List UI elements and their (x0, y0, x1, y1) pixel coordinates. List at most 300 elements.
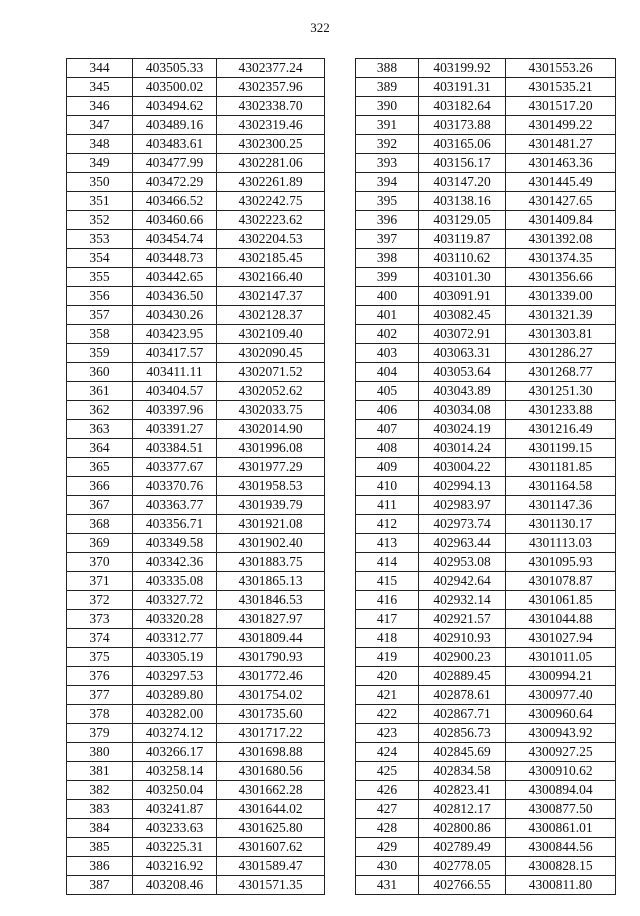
y-coordinate-cell: 4301303.81 (506, 325, 616, 344)
table-row (67, 819, 325, 838)
x-coordinate-cell: 403043.89 (419, 382, 506, 401)
x-coordinate-cell: 403305.19 (133, 648, 217, 667)
table-row (356, 325, 616, 344)
x-coordinate-cell: 403335.08 (133, 572, 217, 591)
x-coordinate-cell: 403225.31 (133, 838, 217, 857)
coordinates-table-right (355, 58, 616, 895)
y-coordinate-cell: 4301374.35 (506, 249, 616, 268)
y-coordinate-cell: 4300960.64 (506, 705, 616, 724)
x-coordinate-cell: 403241.87 (133, 800, 217, 819)
x-coordinate-cell: 402994.13 (419, 477, 506, 496)
x-coordinate-cell: 403274.12 (133, 724, 217, 743)
y-coordinate-cell: 4300943.92 (506, 724, 616, 743)
point-number-cell: 404 (356, 363, 419, 382)
table-row (356, 857, 616, 876)
point-number-cell: 375 (67, 648, 133, 667)
table-row (356, 819, 616, 838)
table-row (67, 743, 325, 762)
x-coordinate-cell: 402766.55 (419, 876, 506, 895)
x-coordinate-cell: 403266.17 (133, 743, 217, 762)
y-coordinate-cell: 4301499.22 (506, 116, 616, 135)
x-coordinate-cell: 403397.96 (133, 401, 217, 420)
x-coordinate-cell: 403258.14 (133, 762, 217, 781)
table-row (356, 116, 616, 135)
y-coordinate-cell: 4300844.56 (506, 838, 616, 857)
x-coordinate-cell: 403233.63 (133, 819, 217, 838)
table-row (67, 287, 325, 306)
table-row (67, 591, 325, 610)
point-number-cell: 398 (356, 249, 419, 268)
y-coordinate-cell: 4302090.45 (217, 344, 325, 363)
point-number-cell: 420 (356, 667, 419, 686)
y-coordinate-cell: 4301095.93 (506, 553, 616, 572)
point-number-cell: 426 (356, 781, 419, 800)
y-coordinate-cell: 4301061.85 (506, 591, 616, 610)
y-coordinate-cell: 4301553.26 (506, 59, 616, 78)
point-number-cell: 421 (356, 686, 419, 705)
x-coordinate-cell: 403349.58 (133, 534, 217, 553)
table-row (356, 192, 616, 211)
table-row (67, 116, 325, 135)
point-number-cell: 405 (356, 382, 419, 401)
point-number-cell: 367 (67, 496, 133, 515)
table-row (67, 686, 325, 705)
y-coordinate-cell: 4301113.03 (506, 534, 616, 553)
point-number-cell: 362 (67, 401, 133, 420)
x-coordinate-cell: 403289.80 (133, 686, 217, 705)
point-number-cell: 373 (67, 610, 133, 629)
y-coordinate-cell: 4301680.56 (217, 762, 325, 781)
x-coordinate-cell: 403411.11 (133, 363, 217, 382)
x-coordinate-cell: 403138.16 (419, 192, 506, 211)
x-coordinate-cell: 402834.58 (419, 762, 506, 781)
x-coordinate-cell: 402889.45 (419, 667, 506, 686)
table-row (356, 553, 616, 572)
x-coordinate-cell: 403342.36 (133, 553, 217, 572)
x-coordinate-cell: 403500.02 (133, 78, 217, 97)
x-coordinate-cell: 403505.33 (133, 59, 217, 78)
y-coordinate-cell: 4301147.36 (506, 496, 616, 515)
y-coordinate-cell: 4301481.27 (506, 135, 616, 154)
x-coordinate-cell: 403250.04 (133, 781, 217, 800)
y-coordinate-cell: 4301392.08 (506, 230, 616, 249)
point-number-cell: 356 (67, 287, 133, 306)
point-number-cell: 429 (356, 838, 419, 857)
table-row (356, 211, 616, 230)
table-row (356, 135, 616, 154)
point-number-cell: 379 (67, 724, 133, 743)
table-row (356, 382, 616, 401)
point-number-cell: 372 (67, 591, 133, 610)
y-coordinate-cell: 4301233.88 (506, 401, 616, 420)
point-number-cell: 396 (356, 211, 419, 230)
y-coordinate-cell: 4302033.75 (217, 401, 325, 420)
table-row (67, 306, 325, 325)
table-row (67, 78, 325, 97)
point-number-cell: 413 (356, 534, 419, 553)
y-coordinate-cell: 4302052.62 (217, 382, 325, 401)
table-row (356, 249, 616, 268)
point-number-cell: 355 (67, 268, 133, 287)
point-number-cell: 415 (356, 572, 419, 591)
point-number-cell: 360 (67, 363, 133, 382)
y-coordinate-cell: 4301463.36 (506, 154, 616, 173)
point-number-cell: 380 (67, 743, 133, 762)
point-number-cell: 390 (356, 97, 419, 116)
y-coordinate-cell: 4300927.25 (506, 743, 616, 762)
table-row (356, 572, 616, 591)
point-number-cell: 371 (67, 572, 133, 591)
table-row (67, 439, 325, 458)
table-row (356, 724, 616, 743)
point-number-cell: 358 (67, 325, 133, 344)
x-coordinate-cell: 402942.64 (419, 572, 506, 591)
table-row (356, 838, 616, 857)
y-coordinate-cell: 4302014.90 (217, 420, 325, 439)
y-coordinate-cell: 4301607.62 (217, 838, 325, 857)
table-row (356, 439, 616, 458)
x-coordinate-cell: 402900.23 (419, 648, 506, 667)
point-number-cell: 430 (356, 857, 419, 876)
x-coordinate-cell: 402778.05 (419, 857, 506, 876)
table-row (356, 610, 616, 629)
point-number-cell: 393 (356, 154, 419, 173)
point-number-cell: 408 (356, 439, 419, 458)
point-number-cell: 366 (67, 477, 133, 496)
point-number-cell: 395 (356, 192, 419, 211)
y-coordinate-cell: 4301846.53 (217, 591, 325, 610)
point-number-cell: 397 (356, 230, 419, 249)
y-coordinate-cell: 4301939.79 (217, 496, 325, 515)
table-row (356, 59, 616, 78)
x-coordinate-cell: 403082.45 (419, 306, 506, 325)
point-number-cell: 359 (67, 344, 133, 363)
y-coordinate-cell: 4301339.00 (506, 287, 616, 306)
y-coordinate-cell: 4302147.37 (217, 287, 325, 306)
x-coordinate-cell: 403327.72 (133, 591, 217, 610)
y-coordinate-cell: 4301181.85 (506, 458, 616, 477)
point-number-cell: 419 (356, 648, 419, 667)
x-coordinate-cell: 402932.14 (419, 591, 506, 610)
y-coordinate-cell: 4302261.89 (217, 173, 325, 192)
point-number-cell: 401 (356, 306, 419, 325)
x-coordinate-cell: 403014.24 (419, 439, 506, 458)
table-row (356, 667, 616, 686)
table-row (67, 496, 325, 515)
y-coordinate-cell: 4302357.96 (217, 78, 325, 97)
table-row (67, 97, 325, 116)
x-coordinate-cell: 403282.00 (133, 705, 217, 724)
table-row (356, 78, 616, 97)
table-row (67, 781, 325, 800)
table-row (356, 458, 616, 477)
table-body (356, 59, 616, 895)
table-row (356, 705, 616, 724)
x-coordinate-cell: 403091.91 (419, 287, 506, 306)
x-coordinate-cell: 403363.77 (133, 496, 217, 515)
table-row (356, 876, 616, 895)
point-number-cell: 425 (356, 762, 419, 781)
x-coordinate-cell: 403034.08 (419, 401, 506, 420)
point-number-cell: 407 (356, 420, 419, 439)
point-number-cell: 391 (356, 116, 419, 135)
y-coordinate-cell: 4301535.21 (506, 78, 616, 97)
x-coordinate-cell: 403423.95 (133, 325, 217, 344)
table-row (67, 705, 325, 724)
x-coordinate-cell: 403191.31 (419, 78, 506, 97)
table-row (356, 306, 616, 325)
y-coordinate-cell: 4301409.84 (506, 211, 616, 230)
y-coordinate-cell: 4302223.62 (217, 211, 325, 230)
point-number-cell: 369 (67, 534, 133, 553)
point-number-cell: 364 (67, 439, 133, 458)
x-coordinate-cell: 403370.76 (133, 477, 217, 496)
table-row (67, 800, 325, 819)
point-number-cell: 388 (356, 59, 419, 78)
y-coordinate-cell: 4301286.27 (506, 344, 616, 363)
point-number-cell: 409 (356, 458, 419, 477)
point-number-cell: 376 (67, 667, 133, 686)
y-coordinate-cell: 4302128.37 (217, 306, 325, 325)
x-coordinate-cell: 403466.52 (133, 192, 217, 211)
y-coordinate-cell: 4301772.46 (217, 667, 325, 686)
point-number-cell: 406 (356, 401, 419, 420)
y-coordinate-cell: 4301589.47 (217, 857, 325, 876)
table-row (67, 838, 325, 857)
table-row (356, 515, 616, 534)
y-coordinate-cell: 4301130.17 (506, 515, 616, 534)
y-coordinate-cell: 4301902.40 (217, 534, 325, 553)
point-number-cell: 431 (356, 876, 419, 895)
point-number-cell: 354 (67, 249, 133, 268)
point-number-cell: 353 (67, 230, 133, 249)
table-row (67, 610, 325, 629)
y-coordinate-cell: 4301717.22 (217, 724, 325, 743)
x-coordinate-cell: 403156.17 (419, 154, 506, 173)
y-coordinate-cell: 4301321.39 (506, 306, 616, 325)
x-coordinate-cell: 403101.30 (419, 268, 506, 287)
table-row (67, 173, 325, 192)
point-number-cell: 345 (67, 78, 133, 97)
table-body (67, 59, 325, 895)
x-coordinate-cell: 403489.16 (133, 116, 217, 135)
table-row (67, 857, 325, 876)
x-coordinate-cell: 402867.71 (419, 705, 506, 724)
table-row (356, 173, 616, 192)
table-row (67, 762, 325, 781)
x-coordinate-cell: 403216.92 (133, 857, 217, 876)
point-number-cell: 399 (356, 268, 419, 287)
point-number-cell: 346 (67, 97, 133, 116)
y-coordinate-cell: 4302377.24 (217, 59, 325, 78)
y-coordinate-cell: 4300877.50 (506, 800, 616, 819)
y-coordinate-cell: 4301644.02 (217, 800, 325, 819)
table-row (67, 629, 325, 648)
point-number-cell: 428 (356, 819, 419, 838)
point-number-cell: 352 (67, 211, 133, 230)
point-number-cell: 363 (67, 420, 133, 439)
point-number-cell: 357 (67, 306, 133, 325)
y-coordinate-cell: 4301698.88 (217, 743, 325, 762)
point-number-cell: 377 (67, 686, 133, 705)
point-number-cell: 344 (67, 59, 133, 78)
table-row (67, 458, 325, 477)
x-coordinate-cell: 402963.44 (419, 534, 506, 553)
table-row (356, 477, 616, 496)
x-coordinate-cell: 402878.61 (419, 686, 506, 705)
table-row (67, 667, 325, 686)
y-coordinate-cell: 4302281.06 (217, 154, 325, 173)
table-row (356, 629, 616, 648)
y-coordinate-cell: 4302242.75 (217, 192, 325, 211)
y-coordinate-cell: 4301571.35 (217, 876, 325, 895)
y-coordinate-cell: 4300861.01 (506, 819, 616, 838)
x-coordinate-cell: 403024.19 (419, 420, 506, 439)
y-coordinate-cell: 4302338.70 (217, 97, 325, 116)
table-row (356, 762, 616, 781)
y-coordinate-cell: 4301251.30 (506, 382, 616, 401)
x-coordinate-cell: 402812.17 (419, 800, 506, 819)
table-row (67, 59, 325, 78)
table-row (356, 800, 616, 819)
point-number-cell: 411 (356, 496, 419, 515)
point-number-cell: 418 (356, 629, 419, 648)
y-coordinate-cell: 4302071.52 (217, 363, 325, 382)
x-coordinate-cell: 402800.86 (419, 819, 506, 838)
point-number-cell: 403 (356, 344, 419, 363)
x-coordinate-cell: 403063.31 (419, 344, 506, 363)
table-row (356, 743, 616, 762)
point-number-cell: 370 (67, 553, 133, 572)
point-number-cell: 416 (356, 591, 419, 610)
y-coordinate-cell: 4302109.40 (217, 325, 325, 344)
y-coordinate-cell: 4301268.77 (506, 363, 616, 382)
x-coordinate-cell: 403417.57 (133, 344, 217, 363)
point-number-cell: 347 (67, 116, 133, 135)
point-number-cell: 351 (67, 192, 133, 211)
table-row (356, 363, 616, 382)
point-number-cell: 381 (67, 762, 133, 781)
x-coordinate-cell: 403004.22 (419, 458, 506, 477)
table-row (356, 496, 616, 515)
table-row (356, 534, 616, 553)
point-number-cell: 382 (67, 781, 133, 800)
y-coordinate-cell: 4301199.15 (506, 439, 616, 458)
y-coordinate-cell: 4301625.80 (217, 819, 325, 838)
table-row (67, 401, 325, 420)
y-coordinate-cell: 4300994.21 (506, 667, 616, 686)
page-number: 322 (310, 20, 330, 35)
table-row (67, 477, 325, 496)
table-row (67, 268, 325, 287)
point-number-cell: 387 (67, 876, 133, 895)
point-number-cell: 383 (67, 800, 133, 819)
point-number-cell: 349 (67, 154, 133, 173)
y-coordinate-cell: 4301517.20 (506, 97, 616, 116)
table-row (67, 382, 325, 401)
table-row (67, 135, 325, 154)
point-number-cell: 365 (67, 458, 133, 477)
table-row (356, 591, 616, 610)
point-number-cell: 389 (356, 78, 419, 97)
point-number-cell: 427 (356, 800, 419, 819)
x-coordinate-cell: 402845.69 (419, 743, 506, 762)
x-coordinate-cell: 402973.74 (419, 515, 506, 534)
point-number-cell: 410 (356, 477, 419, 496)
x-coordinate-cell: 403119.87 (419, 230, 506, 249)
x-coordinate-cell: 403494.62 (133, 97, 217, 116)
y-coordinate-cell: 4300977.40 (506, 686, 616, 705)
y-coordinate-cell: 4301027.94 (506, 629, 616, 648)
y-coordinate-cell: 4302300.25 (217, 135, 325, 154)
table-row (67, 420, 325, 439)
x-coordinate-cell: 403356.71 (133, 515, 217, 534)
table-row (67, 724, 325, 743)
table-row (67, 876, 325, 895)
table-row (67, 363, 325, 382)
x-coordinate-cell: 402910.93 (419, 629, 506, 648)
x-coordinate-cell: 402823.41 (419, 781, 506, 800)
coordinates-table-left (66, 58, 325, 895)
x-coordinate-cell: 403404.57 (133, 382, 217, 401)
table-row (67, 154, 325, 173)
point-number-cell: 402 (356, 325, 419, 344)
x-coordinate-cell: 402921.57 (419, 610, 506, 629)
point-number-cell: 350 (67, 173, 133, 192)
x-coordinate-cell: 403448.73 (133, 249, 217, 268)
x-coordinate-cell: 403483.61 (133, 135, 217, 154)
x-coordinate-cell: 403377.67 (133, 458, 217, 477)
y-coordinate-cell: 4301827.97 (217, 610, 325, 629)
x-coordinate-cell: 403053.64 (419, 363, 506, 382)
table-row (67, 534, 325, 553)
x-coordinate-cell: 402856.73 (419, 724, 506, 743)
point-number-cell: 414 (356, 553, 419, 572)
point-number-cell: 422 (356, 705, 419, 724)
x-coordinate-cell: 403460.66 (133, 211, 217, 230)
y-coordinate-cell: 4302319.46 (217, 116, 325, 135)
y-coordinate-cell: 4302166.40 (217, 268, 325, 287)
x-coordinate-cell: 402983.97 (419, 496, 506, 515)
table-row (67, 648, 325, 667)
x-coordinate-cell: 403472.29 (133, 173, 217, 192)
point-number-cell: 384 (67, 819, 133, 838)
table-row (67, 553, 325, 572)
x-coordinate-cell: 403147.20 (419, 173, 506, 192)
y-coordinate-cell: 4301427.65 (506, 192, 616, 211)
x-coordinate-cell: 403430.26 (133, 306, 217, 325)
table-row (67, 515, 325, 534)
point-number-cell: 386 (67, 857, 133, 876)
y-coordinate-cell: 4301216.49 (506, 420, 616, 439)
table-row (67, 230, 325, 249)
table-row (356, 648, 616, 667)
point-number-cell: 417 (356, 610, 419, 629)
point-number-cell: 412 (356, 515, 419, 534)
y-coordinate-cell: 4301078.87 (506, 572, 616, 591)
x-coordinate-cell: 403072.91 (419, 325, 506, 344)
table-row (356, 344, 616, 363)
y-coordinate-cell: 4301754.02 (217, 686, 325, 705)
y-coordinate-cell: 4300811.80 (506, 876, 616, 895)
x-coordinate-cell: 403391.27 (133, 420, 217, 439)
point-number-cell: 374 (67, 629, 133, 648)
table-row (356, 401, 616, 420)
table-row (356, 230, 616, 249)
y-coordinate-cell: 4301011.05 (506, 648, 616, 667)
y-coordinate-cell: 4301356.66 (506, 268, 616, 287)
table-row (356, 781, 616, 800)
